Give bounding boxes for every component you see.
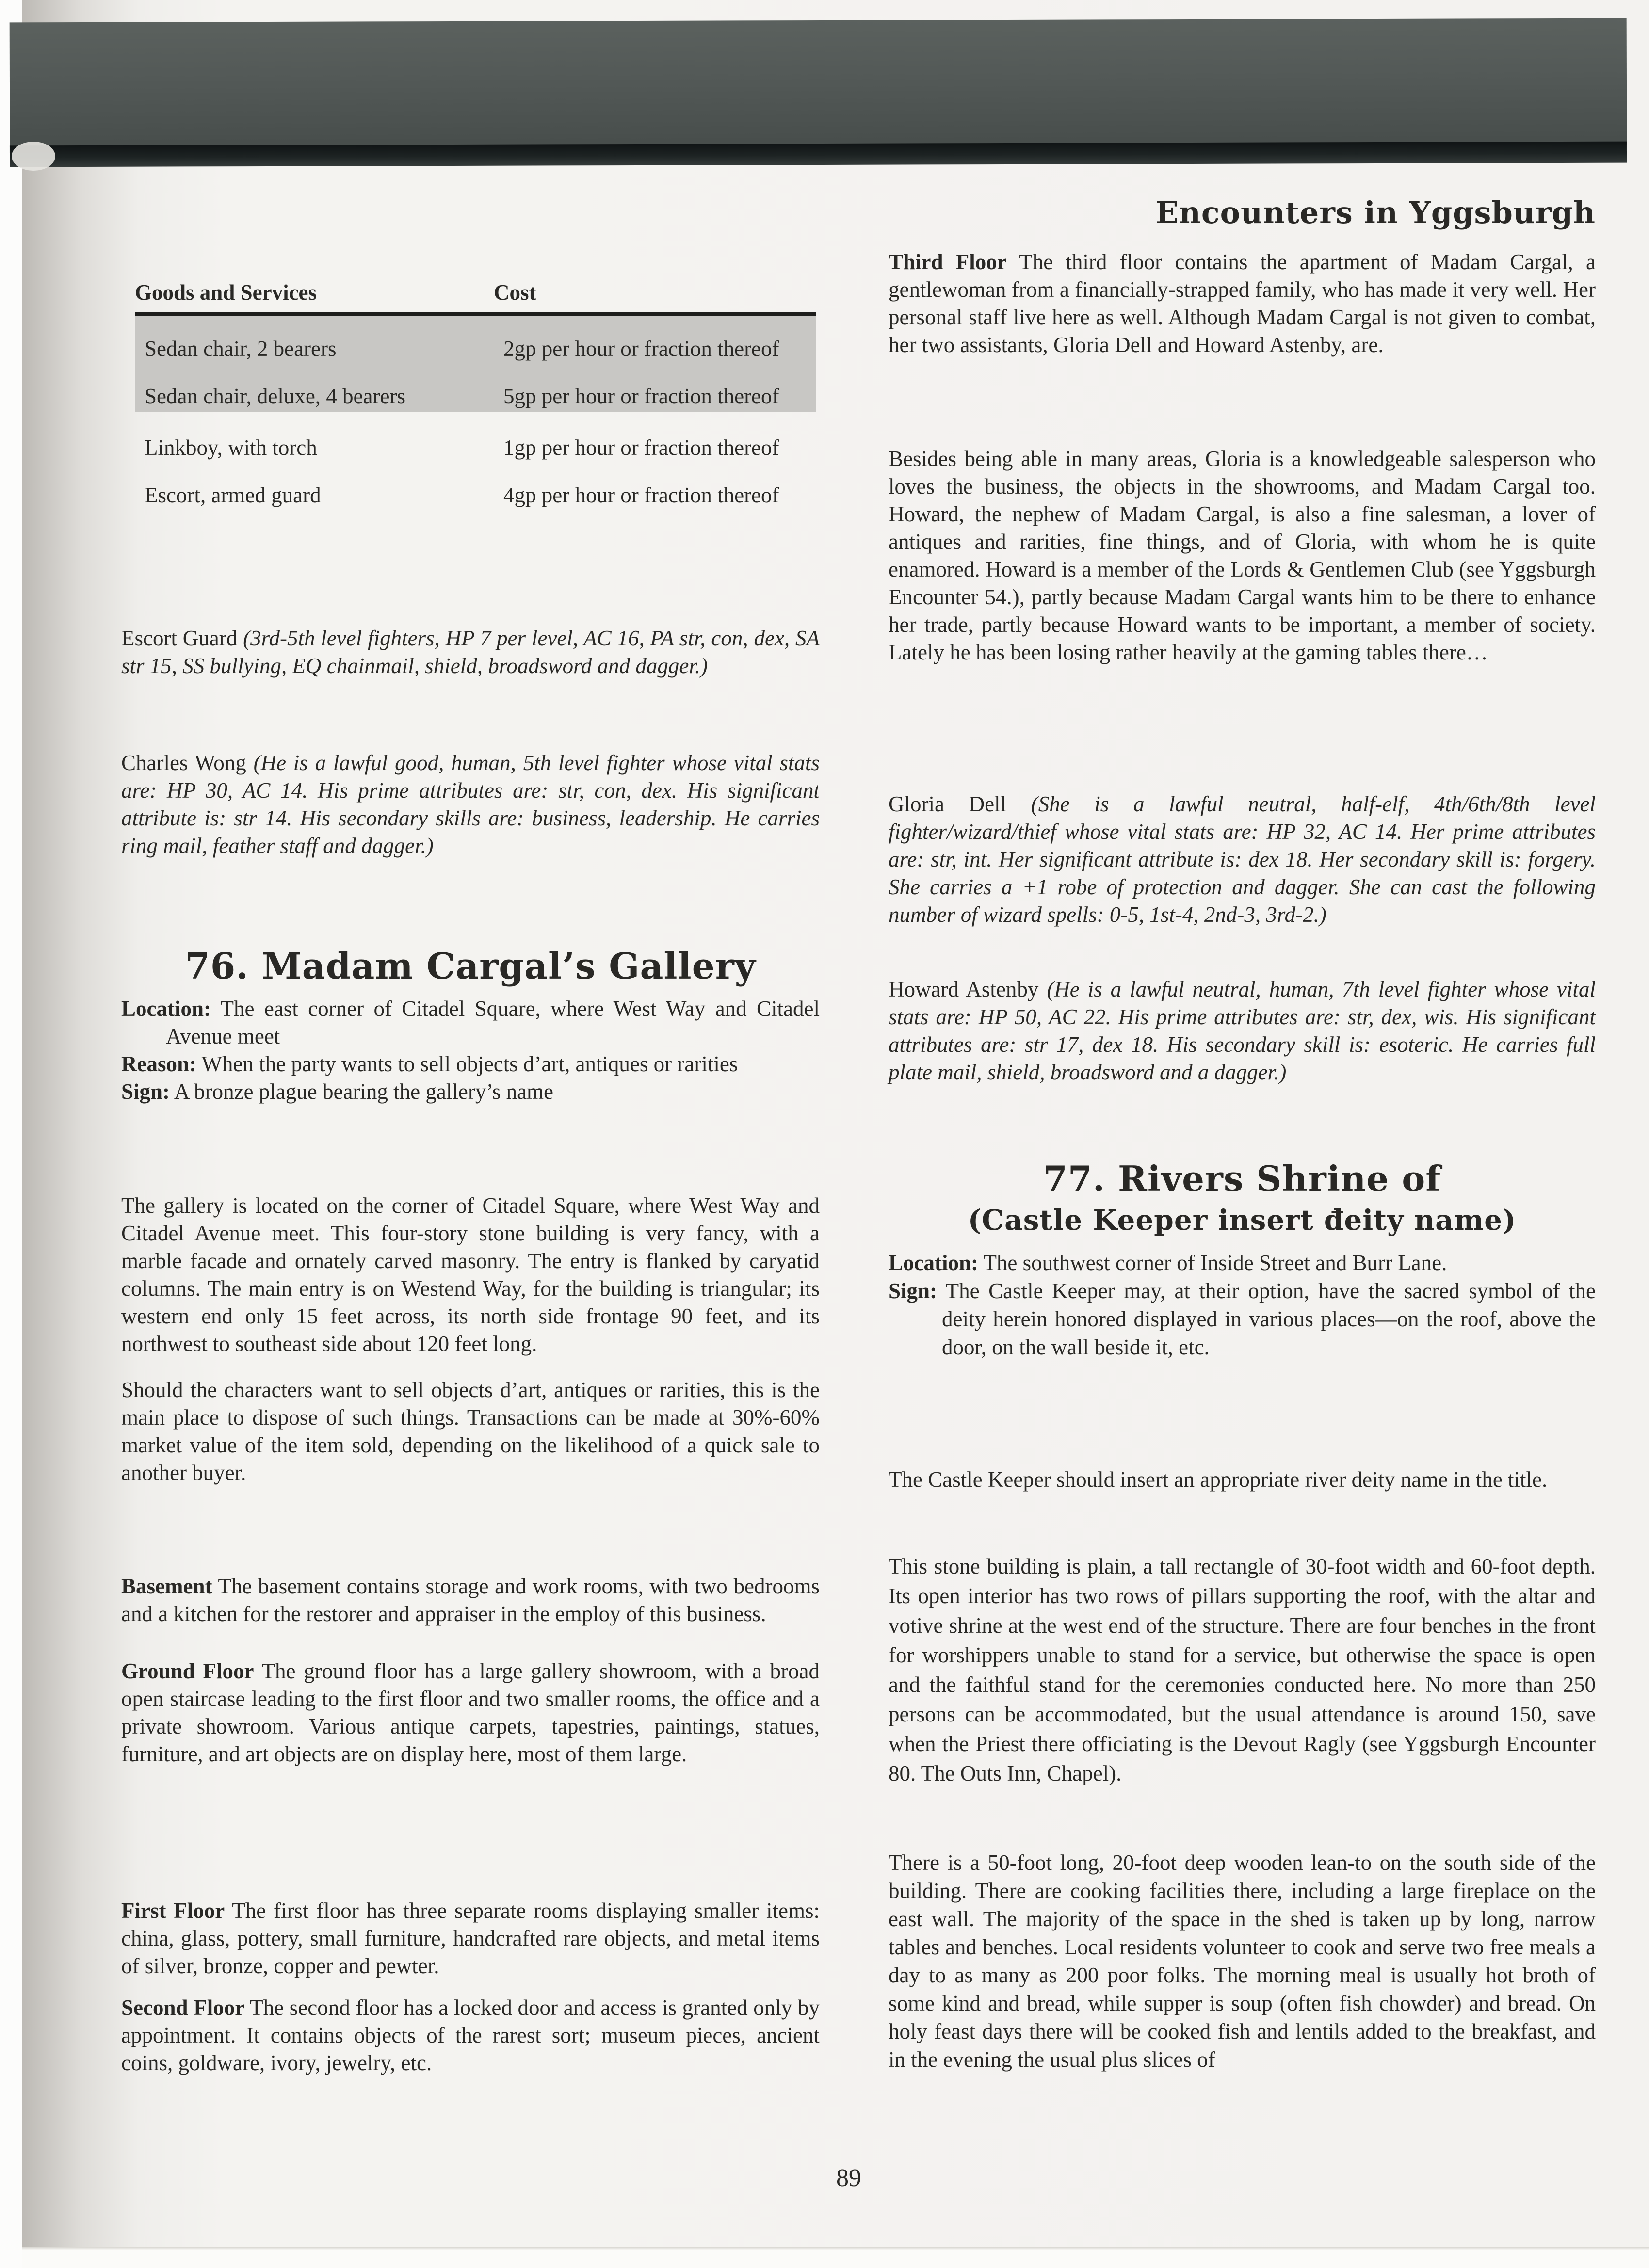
meta-location-text: The east corner of Citadel Square, where West Way and Citadel Avenue meet — [166, 997, 820, 1048]
para-gallery-location: The gallery is located on the corner of Citadel Square, where West Way and Citadel Avenue meet. This four-story stone building is very fancy, with a marble facade and ornately carved masonry. The entry is flanked by caryatid columns. The main entry is on Westend Way, for the building is triangular; its western end only 15 feet across, its north side frontage 90 feet, and its northwest to southeast side about 120 feet long. — [121, 1193, 820, 1356]
meta-reason-text: When the party wants to sell objects d’art, antiques or rarities — [201, 1052, 738, 1076]
floor-text: The first floor has three separate rooms displaying smaller items: china, glass, pottery, small furniture, handcrafted rare objects, and metal items of silver, bronze, copper and pewter. — [121, 1898, 820, 1978]
stat-block-howard-astenby — [889, 976, 1596, 1086]
meta-sign-text: The Castle Keeper may, at their option, have the sacred symbol of the deity herein honored displayed in various places—on the roof, above the door, on the wall beside it, etc. — [942, 1279, 1596, 1359]
para-third-floor — [889, 248, 1596, 359]
para-besides: Besides being able in many areas, Gloria is a knowledgeable salesperson who loves the business, the objects in the showrooms, and Madam Cargal too. Howard, the nephew of Madam Cargal, is also a fine salesman, a lover of antiques and rarities, fine things, and of Gloria, with whom he is quite enamored. Howard is a member of the Lords & Gentlemen Club (see Yggsburgh Encounter 54.), partly because Madam Cargal wants him to be there to enhance her trade, partly because Howard wants to be important, a member of society. Lately he has been losing rather heavily at the gaming tables there… — [889, 447, 1596, 664]
stat-name: Escort Guard — [121, 626, 238, 650]
para-basement — [121, 1573, 820, 1628]
stat-text: (She is a lawful neutral, half-elf, 4th/6th/8th level fighter/wizard/thief whose vital stats are: HP 32, AC 14. Her prime attributes are: str, int. Her significant attribute is: dex 18. Her secondary skill is: forgery. She carries a +1 robe of protection and dagger. She can cast the following number of wizard spells: 0-5, 1st-4, 2nd-3, 3rd-2.) — [889, 792, 1596, 927]
para-gallery-sales: Should the characters want to sell objects d’art, antiques or rarities, this is the main place to dispose of such things. Transactions can be made at 30%-60% market value of the item sold, depending on the likelihood of a quick sale to another buyer. — [121, 1378, 820, 1485]
stat-block-escort-guard — [121, 625, 820, 680]
floor-text: The basement contains storage and work rooms, with two bedrooms and a kitchen for the restorer and appraiser in the employ of this business. — [121, 1574, 820, 1626]
encounter-77-meta — [889, 1249, 1596, 1361]
encounter-76-meta — [121, 995, 820, 1106]
meta-reason-label: Reason: — [121, 1052, 196, 1076]
table-row — [135, 335, 816, 362]
stat-text: (He is a lawful good, human, 5th level fighter whose vital stats are: HP 30, AC 14. His prime attributes are: str, con, dex. His significant attribute is: str 14. His secondary skills are: business, leadership. He carries ring mail, feather staff and dagger.) — [121, 751, 820, 858]
scanner-edge-strip — [0, 0, 22, 2268]
floor-text: The ground floor has a large gallery showroom, with a broad open staircase leading to the first floor and two smaller rooms, the office and a private showroom. Various antique carpets, tapestries, paintings, statues, furniture, and art objects are on display here, most of them large. — [121, 1659, 820, 1766]
encounter-76-heading: 76. Madam Cargal’s Gallery — [185, 946, 756, 987]
meta-sign — [121, 1078, 820, 1106]
para-lean-to: There is a 50-foot long, 20-foot deep wooden lean-to on the south side of the building. There are cooking facilities there, including a large fireplace on the east wall. The majority of the space in the shed is taken up by long, narrow tables and benches. Local residents volunteer to cook and serve two free meals a day to as many as 200 poor folks. The morning meal is usually hot broth of some kind and bread, while supper is soup (often fish chowder) and bread. On holy feast days there will be cooked fish and lentils added to the breakfast, and in the evening the usual plus slices of — [889, 1850, 1596, 2072]
para-second-floor — [121, 1994, 820, 2077]
table-cell-item: Sedan chair, deluxe, 4 bearers — [145, 384, 405, 408]
table-cell-item: Linkboy, with torch — [145, 435, 317, 460]
stat-name: Gloria Dell — [889, 792, 1007, 816]
meta-location-label: Location: — [889, 1251, 978, 1275]
meta-location-label: Location: — [121, 997, 211, 1021]
stat-name: Charles Wong — [121, 751, 246, 775]
floor-label: Third Floor — [889, 250, 1007, 274]
stat-text: (He is a lawful neutral, human, 7th level fighter whose vital stats are: HP 50, AC 22. His prime attributes are: str, dex, wis. His significant attributes are: str 17, dex 18. His secondary skill is: esoteric. He carries full plate mail, shield, broadsword and a dagger.) — [889, 977, 1596, 1084]
table-cell-cost: 1gp per hour or fraction thereof — [503, 435, 779, 460]
table-cell-cost: 4gp per hour or fraction thereof — [503, 483, 779, 507]
table-header-goods: Goods and Services — [135, 280, 317, 305]
meta-sign-label: Sign: — [121, 1079, 170, 1104]
table-plain-rows — [135, 412, 816, 509]
table-row — [135, 383, 816, 410]
table-row — [135, 434, 816, 461]
meta-sign-text: A bronze plague bearing the gallery’s name — [174, 1079, 554, 1104]
page-number: 89 — [836, 2164, 861, 2192]
encounter-77-heading-line2: (Castle Keeper insert đeity name) — [968, 1204, 1517, 1237]
floor-text: The third floor contains the apartment of Madam Cargal, a gentlewoman from a financially-strapped family, who has made it very well. Her personal staff live here as well. Although Madam Cargal is not given to combat, her two assistants, Gloria Dell and Howard Astenby, are. — [889, 250, 1596, 357]
stat-block-gloria-dell — [889, 790, 1596, 929]
book-corner-highlight — [12, 142, 55, 171]
meta-sign-label: Sign: — [889, 1279, 938, 1303]
floor-label: Second Floor — [121, 1995, 245, 2020]
table-header-cost: Cost — [494, 280, 536, 305]
table-row — [135, 482, 816, 509]
goods-services-table — [135, 279, 816, 529]
scan-dark-band — [10, 18, 1627, 150]
meta-location-text: The southwest corner of Inside Street and Burr Lane. — [983, 1251, 1447, 1275]
para-river-deity: The Castle Keeper should insert an appropriate river deity name in the title. — [889, 1467, 1548, 1492]
table-header-row — [135, 279, 816, 306]
meta-location — [121, 995, 820, 1050]
floor-text: The second floor has a locked door and access is granted only by appointment. It contains objects of the rarest sort; museum pieces, ancient coins, goldware, ivory, jewelry, etc. — [121, 1995, 820, 2075]
stat-block-charles-wong — [121, 749, 820, 860]
stat-name: Howard Astenby — [889, 977, 1039, 1001]
meta-location — [889, 1249, 1596, 1277]
para-ground-floor — [121, 1657, 820, 1768]
para-first-floor — [121, 1897, 820, 1980]
running-header: Encounters in Yggsburgh — [1155, 195, 1596, 230]
table-cell-cost: 2gp per hour or fraction thereof — [503, 337, 779, 361]
table-cell-item: Escort, armed guard — [145, 483, 321, 507]
table-rule — [135, 312, 816, 316]
para-stone-building: This stone building is plain, a tall rectangle of 30-foot width and 60-foot depth. Its open interior has two rows of pillars supporting the roof, with the altar and votive shrine at the west end of the structure. There are four benches in the front for worshippers unable to stand for a service, but otherwise the space is open and the faithful stand for the ceremonies conducted here. No more than 250 persons can be accommodated, but the usual attendance is around 150, save when the Priest there officiating is the Devout Ragly (see Yggsburgh Encounter 80. The Outs Inn, Chapel). — [889, 1554, 1596, 1785]
floor-label: Ground Floor — [121, 1659, 254, 1683]
encounter-77-heading-line1: 77. Rivers Shrine of — [1043, 1158, 1441, 1199]
page-bottom-edge — [22, 2247, 1649, 2250]
floor-label: Basement — [121, 1574, 212, 1598]
floor-label: First Floor — [121, 1898, 225, 1923]
scan-dark-band-edge — [10, 142, 1627, 167]
meta-reason — [121, 1050, 820, 1078]
table-cell-cost: 5gp per hour or fraction thereof — [503, 384, 779, 408]
stat-text: (3rd-5th level fighters, HP 7 per level, AC 16, PA str, con, dex, SA str 15, SS bullying, EQ chainmail, shield, broadsword and dagger.) — [121, 626, 820, 678]
table-cell-item: Sedan chair, 2 bearers — [145, 337, 337, 361]
meta-sign — [889, 1277, 1596, 1361]
table-shaded-rows — [135, 316, 816, 412]
